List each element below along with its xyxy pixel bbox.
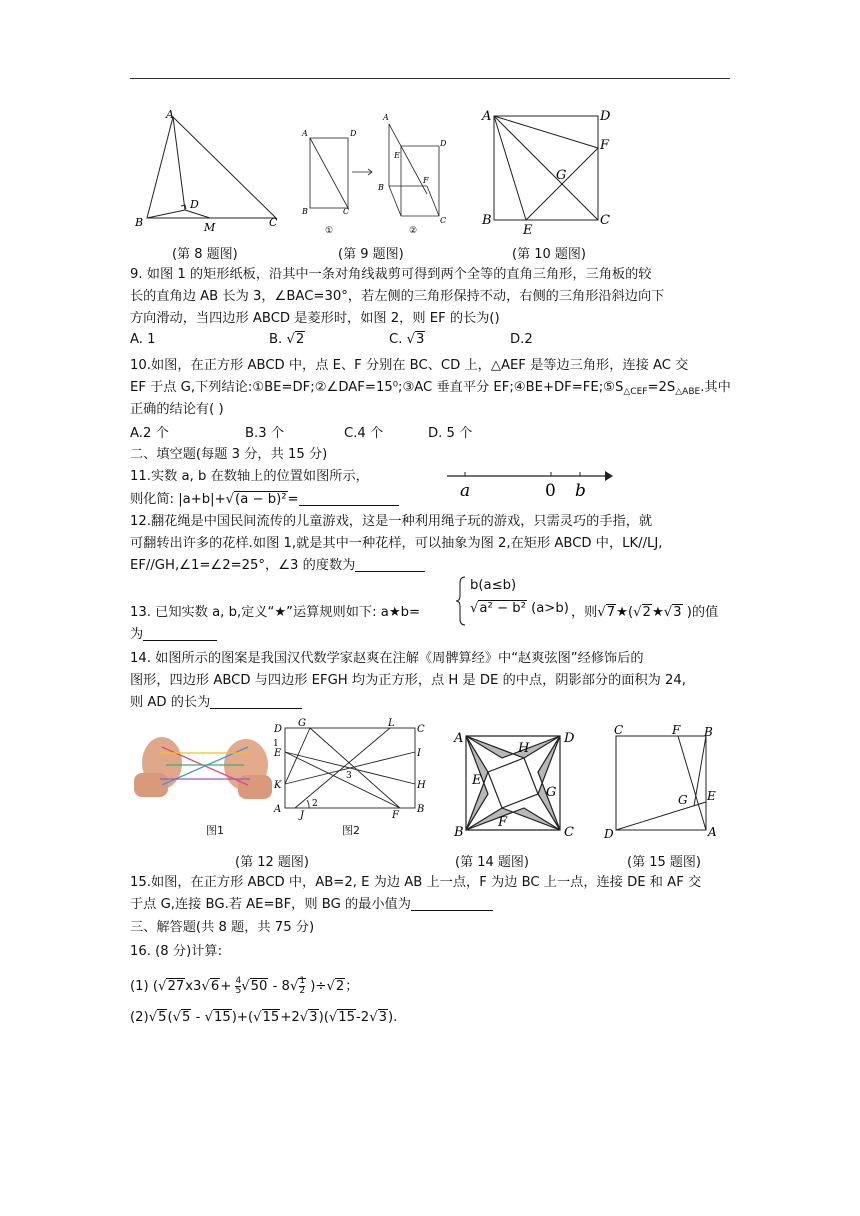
numline-label-0: 0: [545, 481, 556, 501]
fig12-angle-2: 2: [312, 799, 318, 809]
fig8-label-B: B: [135, 216, 144, 229]
caption-fig10: (第 10 题图): [512, 247, 586, 262]
fig14-label-F: F: [498, 815, 508, 830]
q14-line1: 14. 如图所示的图案是我国汉代数学家赵爽在注解《周髀算经》中“赵爽弦图”经修饰后的: [130, 651, 644, 666]
q14-line2: 图形，四边形 ABCD 与四边形 EFGH 均为正方形，点 H 是 DE 的中点，阴影部分的面积为 24,: [130, 673, 686, 688]
q9-line3: 方向滑动，当四边形 ABCD 是菱形时，如图 2，则 EF 的长为(): [130, 311, 500, 326]
section-2-heading: 二、填空题(每题 3 分，共 15 分): [130, 447, 328, 462]
q9-line1: 9. 如图 1 的矩形纸板，沿其中一条对角线裁剪可得到两个全等的直角三角形，三角板的较: [130, 267, 652, 282]
fig9-label-B2: B: [378, 183, 384, 192]
q13-case1: b(a≤b): [470, 578, 517, 593]
fig9-label-A1: A: [302, 129, 308, 138]
figure-9: [296, 106, 456, 236]
fig12-angle-1: 1: [273, 739, 279, 749]
q10-option-a: A.2 个: [130, 426, 169, 441]
fig9-label-A2: A: [383, 113, 389, 122]
q10-option-d: D. 5 个: [428, 426, 473, 441]
fig12-label-D: D: [274, 724, 283, 735]
fig12-label-K: K: [274, 780, 282, 791]
caption-fig12: (第 12 题图): [235, 855, 309, 870]
fig10-label-C: C: [600, 213, 610, 228]
fig9-sub-1: ①: [325, 226, 334, 236]
q10-line2: EF 于点 G,下列结论:①BE=DF;②∠DAF=15⁰;③AC 垂直平分 $EF;④BE+DF=FE;⑤S_{\triangle CEF}=2S_{\triangle ABE}$.其中: [130, 380, 731, 397]
fig10-label-E: E: [523, 223, 533, 238]
q11-line1: 11.实数 a, b 在数轴上的位置如图所示，: [130, 469, 369, 484]
fig12-label-A: A: [274, 804, 282, 815]
fig12-label-G: G: [298, 718, 306, 729]
fig12-sub-2: 图2: [342, 824, 360, 837]
q10-option-b: B.3 个: [245, 426, 285, 441]
string-game-photo: [132, 733, 274, 803]
q13-line2: 为: [130, 624, 730, 646]
figure-12: [270, 716, 435, 821]
fig15-label-B: B: [704, 725, 713, 739]
fig15-label-E: E: [707, 789, 716, 803]
fig8-label-D: D: [190, 198, 199, 211]
caption-fig8: (第 8 题图): [172, 247, 238, 262]
q13-case2: √a² − b² (a>b): [470, 601, 569, 616]
fig10-label-D: D: [600, 109, 611, 124]
fig8-label-A: A: [166, 108, 174, 121]
q9-line2: 长的直角边 AB 长为 3，∠BAC=30°，若左侧的三角形保持不动，右侧的三角形沿斜边向下: [130, 289, 665, 304]
q16-title: 16. (8 分)计算:: [130, 944, 223, 959]
q12-line2: 可翻转出许多的花样.如图 1,就是其中一种花样，可以抽象为图 2,在矩形 ABCD 中，LK//LJ,: [130, 536, 663, 551]
caption-fig9: (第 9 题图): [338, 247, 404, 262]
fig12-label-J: J: [300, 810, 305, 821]
q10-line3: 正确的结论有( ): [130, 402, 224, 417]
fig9-label-E2: E: [394, 151, 400, 160]
q13-line1-start: 13. 已知实数 a, b,定义“★”运算规则如下: a★b=: [130, 605, 421, 620]
fig12-label-L: L: [388, 718, 395, 729]
fig9-sub-2: ②: [409, 226, 418, 236]
fig15-label-A: A: [708, 825, 717, 839]
figure-8: [130, 108, 290, 233]
q10-line1: 10.如图，在正方形 ABCD 中，点 E、F 分别在 BC、CD 上，△AEF 是等边三角形，连接 AC 交: [130, 358, 689, 373]
number-line: [445, 462, 615, 502]
q16-part2: (2)√5(√5 - √15)+(√15+2√3)(√15-2√3).: [130, 1010, 398, 1025]
header-rule: [130, 78, 730, 79]
fig14-label-B: B: [454, 825, 464, 840]
fig12-label-H: H: [417, 780, 426, 791]
fig10-label-A: A: [482, 109, 492, 124]
caption-fig15: (第 15 题图): [627, 855, 701, 870]
fig10-label-F: F: [600, 138, 610, 153]
numline-label-a: a: [460, 481, 471, 501]
q14-line3: 则 AD 的长为: [130, 692, 730, 714]
q9-option-a: A. 1: [130, 332, 156, 347]
fig9-label-B1: B: [302, 207, 308, 216]
fig9-label-D2: D: [440, 139, 447, 148]
q9-option-c: C. √3: [389, 332, 425, 347]
q13-line1-end: ，则√7★(√2★√3 )的值: [571, 605, 719, 620]
fig14-label-D: D: [564, 731, 575, 746]
fig12-label-I: I: [417, 748, 421, 759]
fig15-label-C: C: [614, 723, 624, 737]
q9-option-d: D.2: [510, 332, 533, 347]
q15-line2: 于点 G,连接 BG.若 AE=BF，则 BG 的最小值为: [130, 894, 730, 916]
caption-fig14: (第 14 题图): [455, 855, 529, 870]
fig15-label-D: D: [604, 827, 614, 841]
fig12-label-F: F: [392, 810, 399, 821]
fig12-label-C: C: [417, 724, 425, 735]
fig14-label-E: E: [472, 773, 482, 788]
fig12-angle-3: 3: [346, 771, 352, 781]
fig14-label-H: H: [518, 741, 530, 756]
numline-label-b: b: [575, 481, 586, 501]
q15-line1: 15.如图，在正方形 ABCD 中，AB=2, E 为边 AB 上一点，F 为边 BC 上一点，连接 DE 和 AF 交: [130, 875, 702, 890]
figure-14: [452, 722, 582, 842]
fig14-label-C: C: [564, 825, 574, 840]
fig15-label-G: G: [678, 793, 688, 807]
fig15-label-F: F: [672, 723, 681, 737]
fig9-label-F2: F: [423, 176, 429, 185]
fig12-sub-1: 图1: [206, 824, 224, 837]
fig10-label-B: B: [482, 213, 492, 228]
section-3-heading: 三、解答题(共 8 题，共 75 分): [130, 920, 315, 935]
fig8-label-C: C: [269, 216, 278, 229]
q9-option-b: B. √2: [269, 332, 305, 347]
fig9-label-D1: D: [350, 129, 357, 138]
q12-line1: 12.翻花绳是中国民间流传的儿童游戏，这是一种利用绳子玩的游戏，只需灵巧的手指，就: [130, 514, 653, 529]
fig9-label-C2: C: [440, 216, 447, 225]
fig14-label-A: A: [454, 731, 464, 746]
fig14-label-G: G: [546, 785, 557, 800]
fig12-label-B: B: [417, 804, 425, 815]
fig12-label-E: E: [274, 748, 282, 759]
q11-line2: 则化简: |a+b|+√(a − b)²=: [130, 489, 730, 511]
figure-10: [478, 104, 618, 239]
fig10-label-G: G: [556, 168, 567, 183]
fig9-label-C1: C: [343, 207, 350, 216]
q13-brace: [455, 575, 467, 627]
q16-part1: (1) (√27x3√6+ $\frac{4}{5}$ √50 - 8√ $\frac{1}{2}$ )÷√2；: [130, 975, 359, 996]
figure-15: [600, 722, 730, 842]
q10-option-c: C.4 个: [344, 426, 384, 441]
fig8-label-M: M: [204, 221, 216, 233]
q12-line3: EF//GH,∠1=∠2=25°，∠3 的度数为: [130, 555, 730, 577]
